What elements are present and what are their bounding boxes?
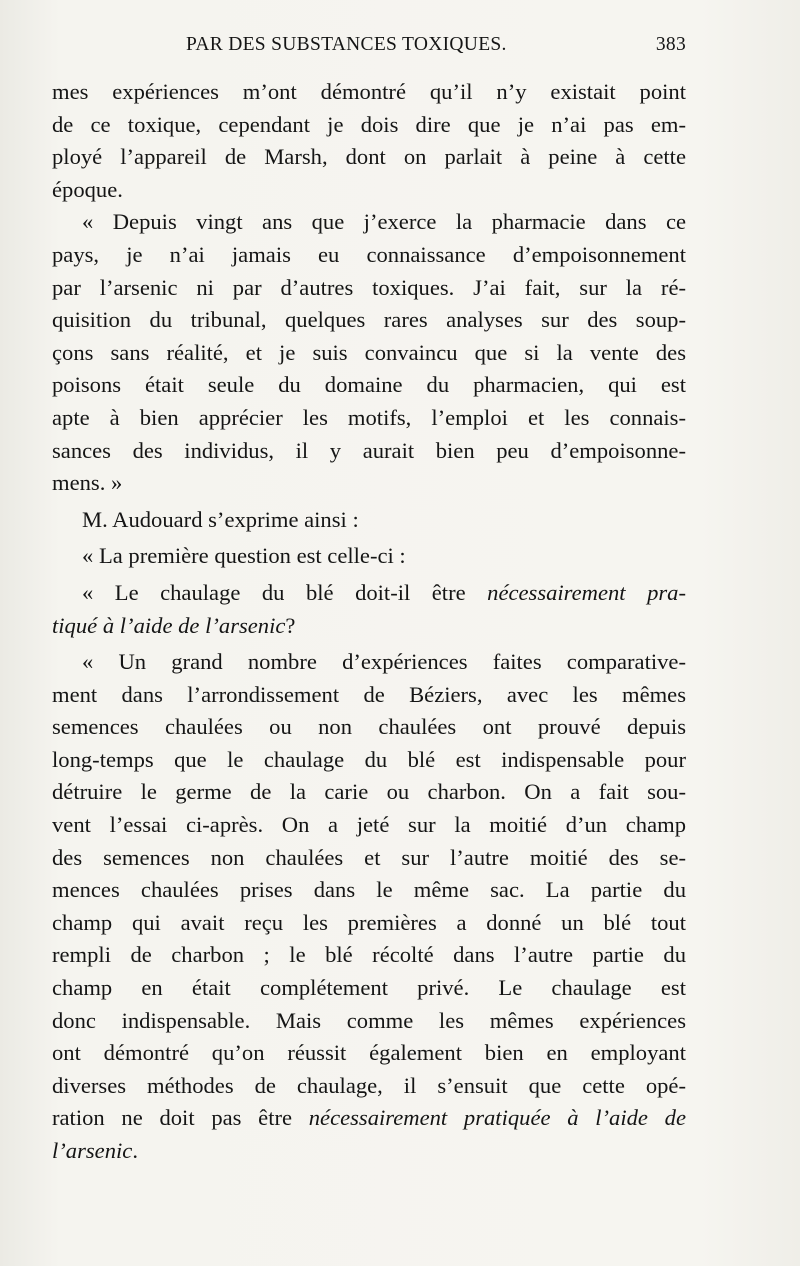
text-line: mens. » — [52, 470, 123, 496]
text-line: çons sans réalité, et je suis convaincu que si la vente des — [52, 339, 686, 365]
text-line: mences chaulées prises dans le même sac. La partie du — [52, 877, 686, 903]
italic-phrase: tiqué à l’aide de l’arsenic — [52, 612, 286, 638]
text-line: apte à bien apprécier les motifs, l’emploi et les connais- — [52, 404, 686, 430]
page-number: 383 — [655, 34, 686, 55]
text-line: quisition du tribunal, quelques rares analyses sur des soup- — [52, 307, 686, 333]
page-header — [186, 34, 686, 68]
text-line: mes expériences m’ont démontré qu’il n’y existait point — [52, 79, 686, 104]
text-line: champ en était complétement privé. Le chaulage est — [52, 975, 686, 1001]
text-line: sances des individus, il y aurait bien peu d’empoisonne- — [52, 437, 686, 463]
text-line: de ce toxique, cependant je dois dire que je n’ai pas em- — [52, 111, 686, 137]
text-line: ployé l’appareil de Marsh, dont on parlait à peine à cette — [52, 144, 686, 170]
text-line: poisons était seule du domaine du pharmacien, qui est — [52, 372, 686, 398]
text-line: M. Audouard s’exprime ainsi : — [82, 506, 359, 532]
text-line: vent l’essai ci-après. On a jeté sur la moitié d’un champ — [52, 812, 686, 838]
text-line: ration ne doit pas être nécessairement pratiquée à l’aide de — [52, 1105, 686, 1131]
text-line: donc indispensable. Mais comme les mêmes expériences — [52, 1007, 686, 1033]
text-line: long-temps que le chaulage du blé est indispensable pour — [52, 746, 686, 772]
text-line: champ qui avait reçu les premières a donné un blé tout — [52, 909, 686, 935]
text-line: « La première question est celle-ci : — [82, 543, 406, 569]
text-line: rempli de charbon ; le blé récolté dans l’autre partie du — [52, 942, 686, 968]
text-line: pays, je n’ai jamais eu connaissance d’empoisonnement — [52, 241, 686, 267]
text-line: détruire le germe de la carie ou charbon. On a fait sou- — [52, 779, 686, 805]
text-line: « Le chaulage du blé doit-il être nécessairement pra- — [82, 579, 686, 605]
running-title: PAR DES SUBSTANCES TOXIQUES. — [186, 34, 507, 55]
text-line: l’arsenic. — [52, 1138, 138, 1163]
italic-phrase: l’arsenic — [52, 1138, 133, 1163]
body-text — [52, 76, 686, 1168]
text-line: ment dans l’arrondissement de Béziers, avec les mêmes — [52, 681, 686, 707]
text-line: époque. — [52, 176, 123, 202]
text-line: des semences non chaulées et sur l’autre moitié des se- — [52, 844, 686, 870]
text-line: tiqué à l’aide de l’arsenic? — [52, 612, 296, 638]
text-line: diverses méthodes de chaulage, il s’ensuit que cette opé- — [52, 1072, 686, 1098]
text-line: par l’arsenic ni par d’autres toxiques. J’ai fait, sur la ré- — [52, 274, 686, 300]
text-line: « Depuis vingt ans que j’exerce la pharmacie dans ce — [82, 209, 686, 235]
italic-phrase: nécessairement pratiquée à l’aide de — [308, 1105, 686, 1131]
italic-phrase: nécessairement pra- — [487, 579, 686, 605]
text-line: ont démontré qu’on réussit également bien en employant — [52, 1040, 686, 1066]
text-line: « Un grand nombre d’expériences faites comparative- — [82, 649, 686, 675]
text-line: semences chaulées ou non chaulées ont prouvé depuis — [52, 714, 686, 740]
